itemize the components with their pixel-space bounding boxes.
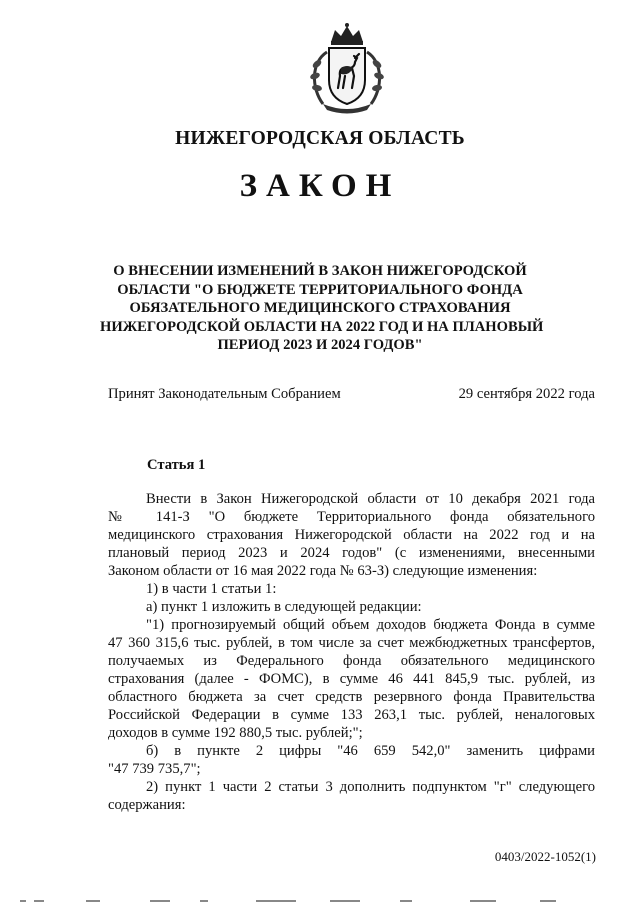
law-title-line: ОБЛАСТИ "О БЮДЖЕТЕ ТЕРРИТОРИАЛЬНОГО ФОНДА [117, 281, 523, 298]
law-title-line: О ВНЕСЕНИИ ИЗМЕНЕНИЙ В ЗАКОН НИЖЕГОРОДСКОЙ [113, 263, 527, 279]
law-title [100, 262, 544, 355]
body-line: Российской Федерации в сумме 133 263,1 тыс. рублей, неналоговых [108, 707, 595, 723]
body-line: получаемых из Федерального фонда обязательного медицинского [108, 653, 595, 669]
body-line: Законом области от 16 мая 2022 года № 63-З) следующие изменения: [108, 563, 538, 579]
document-type-heading: ЗАКОН [239, 168, 401, 204]
coat-of-arms-icon [305, 22, 389, 114]
region-heading: НИЖЕГОРОДСКАЯ ОБЛАСТЬ [175, 128, 465, 149]
body-line: Внести в Закон Нижегородской области от 10 декабря 2021 года [146, 491, 595, 507]
body-line: "47 739 735,7"; [108, 761, 201, 777]
law-title-line: ПЕРИОД 2023 И 2024 ГОДОВ" [217, 337, 423, 354]
body-line: "1) прогнозируемый общий объем доходов бюджета Фонда в сумме [146, 617, 595, 633]
body-line: 2) пункт 1 части 2 статьи 3 дополнить подпунктом "г" следующего [146, 779, 595, 795]
article-heading: Статья 1 [147, 457, 206, 473]
body-line: содержания: [108, 797, 186, 813]
law-title-line: НИЖЕГОРОДСКОЙ ОБЛАСТИ НА 2022 ГОД И НА ПЛАНОВЫЙ [100, 318, 544, 335]
body-line: медицинского страхования Нижегородской области на 2022 год и на [108, 527, 595, 543]
body-line: 47 360 315,6 тыс. рублей, в том числе за счет межбюджетных трансфертов, [108, 635, 595, 651]
body-line: а) пункт 1 изложить в следующей редакции: [146, 599, 422, 615]
body-line: б) в пункте 2 цифры "46 659 542,0" заменить цифрами [146, 743, 595, 759]
body-line: страхования (далее - ФОМС), в сумме 46 441 845,9 тыс. рублей, из [108, 671, 595, 687]
law-title-line: ОБЯЗАТЕЛЬНОГО МЕДИЦИНСКОГО СТРАХОВАНИЯ [129, 300, 511, 317]
adoption-line [108, 386, 595, 403]
adopted-by: Принят Законодательным Собранием [108, 386, 341, 402]
adoption-date: 29 сентября 2022 года [458, 386, 595, 402]
body-line: 1) в части 1 статьи 1: [146, 581, 277, 597]
body-line: № 141-З "О бюджете Территориального фонда обязательного [108, 509, 595, 525]
scan-edge-artifact [0, 897, 640, 905]
body-line: плановый период 2023 и 2024 годов" (с изменениями, внесенными [108, 545, 595, 561]
body-line: областного бюджета за счет средств резервного фонда Правительства [108, 689, 595, 705]
body-line: доходов в сумме 192 880,5 тыс. рублей;"; [108, 725, 363, 741]
document-number: 0403/2022-1052(1) [494, 849, 596, 864]
article-body [108, 490, 595, 814]
